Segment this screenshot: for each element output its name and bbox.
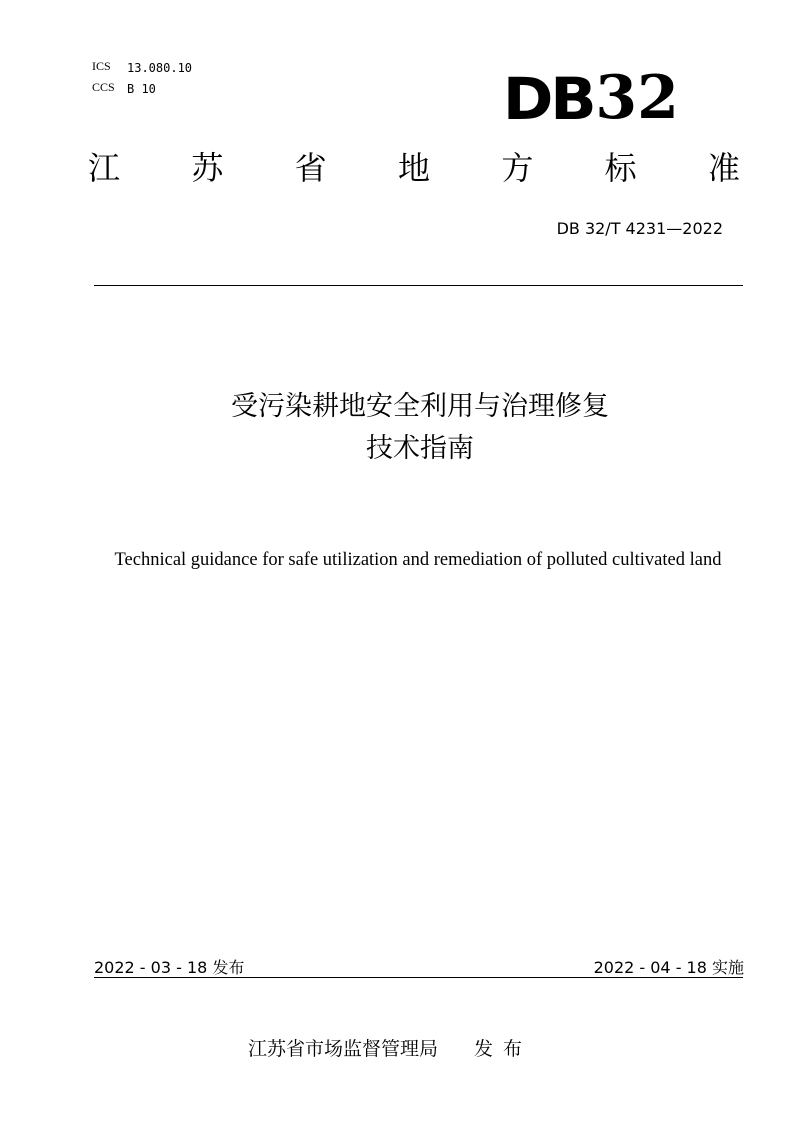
issuer-name: 江苏省市场监督管理局 [248,1038,439,1060]
top-divider [94,285,743,286]
standard-type-heading [88,149,740,187]
ccs-label: CCS [92,80,115,94]
issuing-authority [248,1034,532,1061]
logo-letters: DB [502,65,594,133]
bottom-divider [94,977,743,978]
standard-type-char: 地 [397,149,430,187]
standard-type-char: 准 [707,149,740,187]
issue-date: 2022 - 03 - 18 发布 [94,958,245,977]
implementation-date: 2022 - 04 - 18 实施 [593,958,744,977]
standard-type-char: 江 [88,149,121,187]
ics-label: ICS [92,59,111,73]
ics-code: 13.080.10 [127,61,193,75]
logo-number: 32 [595,63,679,133]
standard-type-char: 苏 [191,149,224,187]
english-title: Technical guidance for safe utilization and remediation of polluted cultivated land [114,550,722,570]
chinese-title [0,386,800,470]
issuer-action: 发布 [474,1038,533,1060]
standard-type-char: 标 [604,149,637,187]
chinese-title-line-2: 技术指南 [366,433,474,464]
standard-type-char: 方 [501,149,534,187]
standard-type-char: 省 [294,149,327,187]
ccs-code: B 10 [127,82,156,96]
chinese-title-line-1: 受污染耕地安全利用与治理修复 [231,391,609,422]
standard-number: DB 32/T 4231—2022 [556,219,723,238]
db32-logo [502,63,679,133]
